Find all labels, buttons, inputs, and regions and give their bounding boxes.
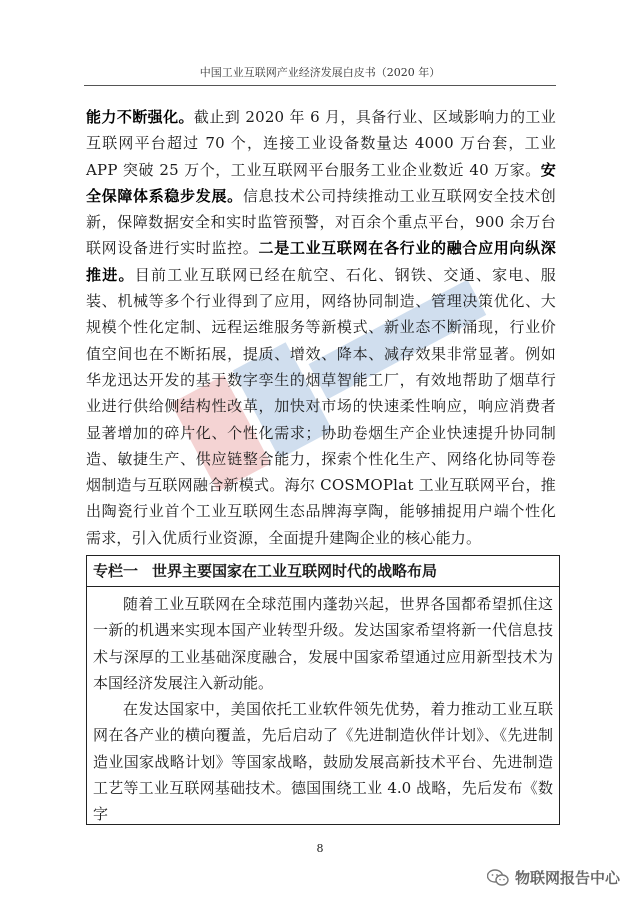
page-header: 中国工业互联网产业经济发展白皮书（2020 年）: [199, 66, 441, 79]
box-paragraph-2: 在发达国家中，美国依托工业软件领先优势，着力推动工业互联网在各产业的横向覆盖，先后启动了《先进制造伙伴计划》、《先进制造业国家战略计划》等国家战略，鼓励发展高新技术平台、先进制造工艺等工业互联网基础技术。德国围绕工业 4.0 战略，先后发布《数字: [93, 700, 553, 824]
body-text-1: 截止到 2020 年 6 月，具备行业、区域影响力的工业互联网平台超过 70 个，连接工业设备数量达 4000 万台套，工业 APP 突破 25 万个，工业互联网平台服务工业企业数近 40 万家。: [86, 108, 556, 179]
box-body: [87, 587, 559, 825]
body-text-2: 信息技术公司持续推动工业互联网安全技术创新，保障数据安全和实时监管预警，对百余个重点平台，900 余万台联网设备进行实时监控。: [86, 186, 556, 258]
wechat-account-tag: [487, 867, 620, 888]
body-bold-3: 二是工业互联网在各行业的融合应用向纵深推进。: [86, 239, 556, 284]
body-bold-2: 安全保障体系稳步发展。: [86, 160, 556, 205]
box-title: 世界主要国家在工业互联网时代的战略布局: [152, 562, 438, 580]
box-paragraph-1: 随着工业互联网在全球范围内蓬勃兴起，世界各国都希望抓住这一新的机遇来实现本国产业转型升级。发达国家希望将新一代信息技术与深厚的工业基础深度融合，发展中国家希望通过应用新型技术为本国经济发展注入新动能。: [93, 595, 553, 692]
body-text-3: 目前工业互联网已经在航空、石化、钢铁、交通、家电、服装、机械等多个行业得到了应用，网络协同制造、管理决策优化、大规模个性化定制、远程运维服务等新模式、新业态不断涌现，行业价值空间也在不断拓展，提质、增效、降本、减存效果非常显著。例如华龙迅达开发的基于数字孪生的烟草智能工厂，有效地帮助了烟草行业进行供给侧结构性改革，加快对市场的快速柔性响应，响应消费者显著增加的碎片化、个性化需求；协助卷烟生产企业快速提升协同制造、敏捷生产、供应链整合能力，探索个性化生产、网络化协同等卷烟制造与互联网融合新模式。海尔 COSMOPlat 工业互联网平台，推出陶瓷行业首个工业互联网生态品牌海享陶，能够捕捉用户端个性化需求，引入优质行业资源，全面提升建陶企业的核心能力。: [86, 265, 556, 547]
body-paragraph: [86, 104, 556, 551]
box-label: 专栏一: [93, 562, 139, 580]
page-number: 8: [316, 842, 324, 855]
header-divider: [84, 85, 556, 86]
wechat-icon: [487, 869, 509, 887]
sidebar-box: [86, 555, 560, 825]
body-bold-1: 能力不断强化。: [86, 108, 194, 126]
box-title-row: [87, 556, 559, 587]
wechat-account-name: 物联网报告中心: [514, 869, 620, 887]
